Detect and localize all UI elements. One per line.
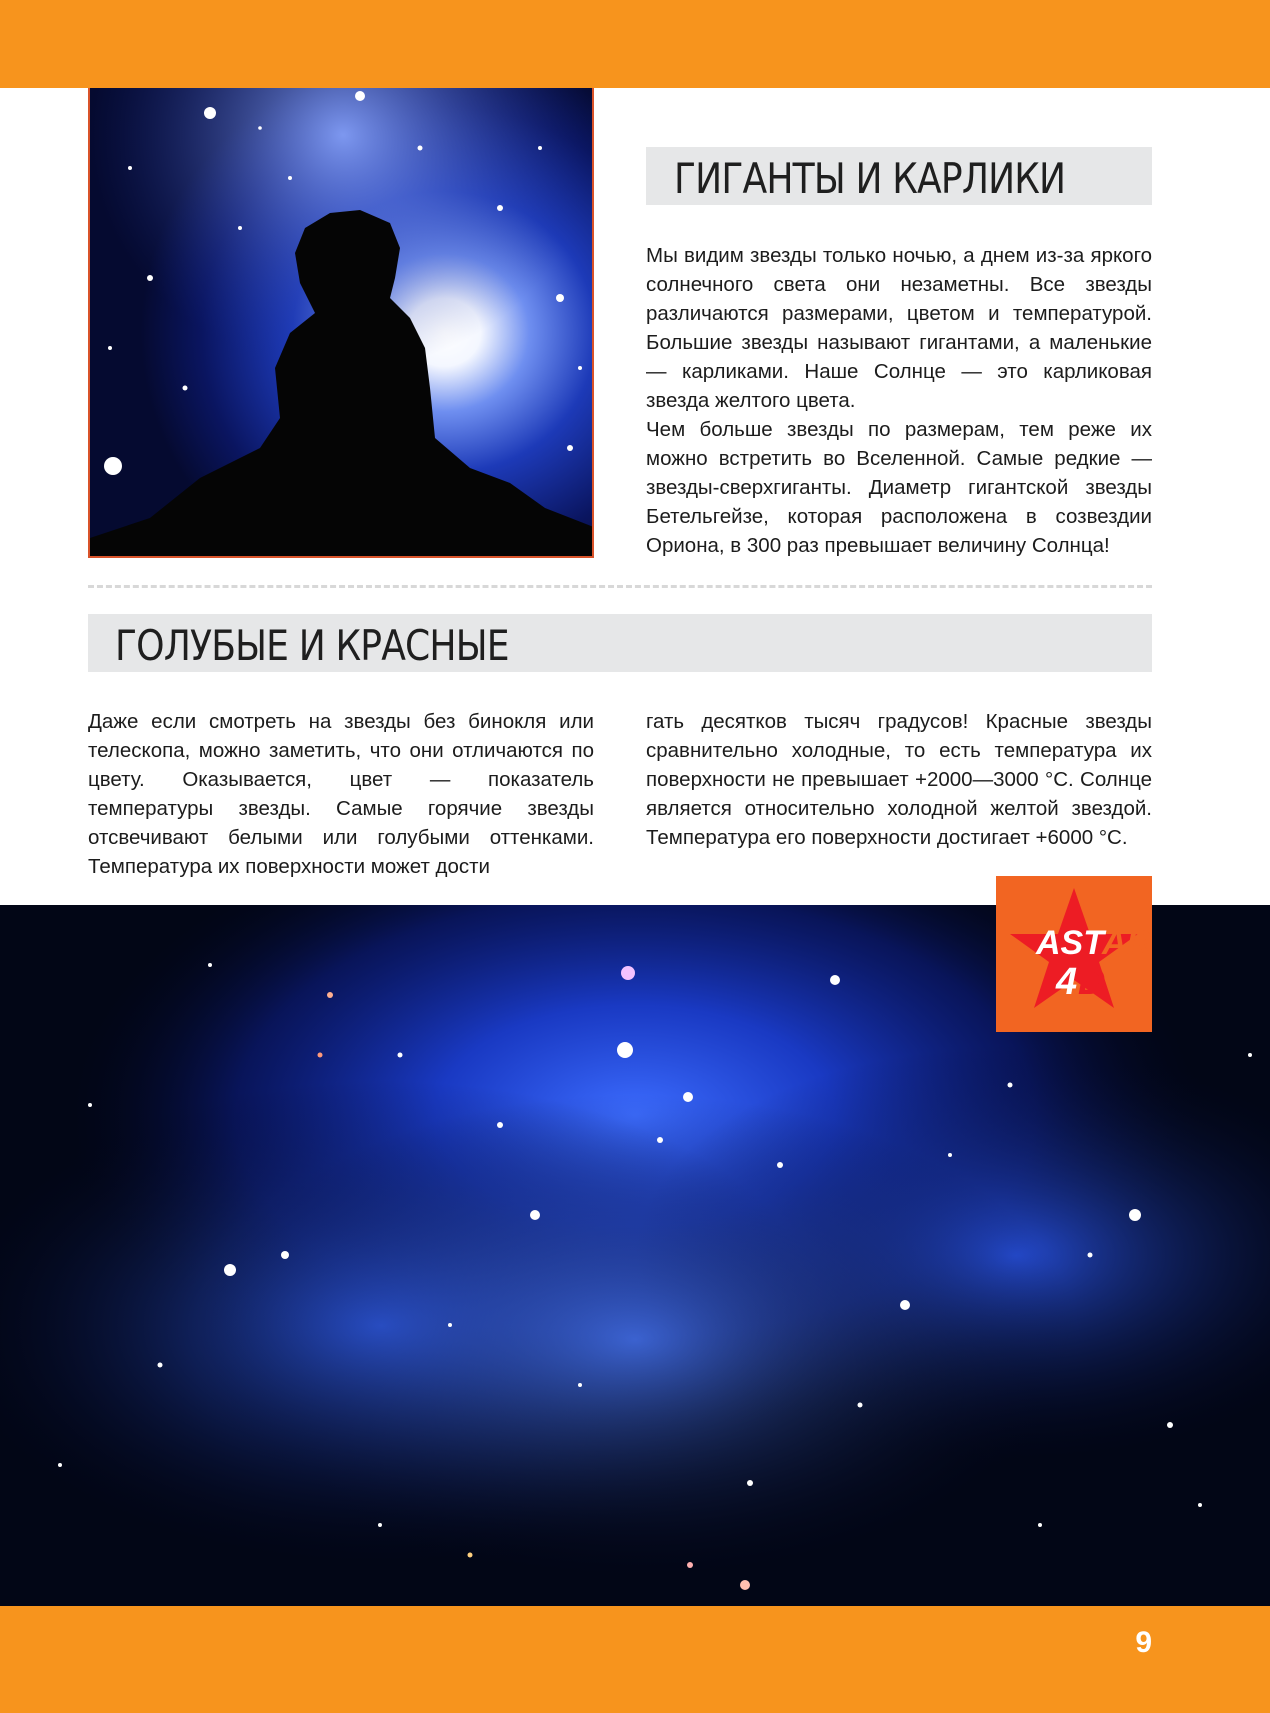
silhouette-starfield-image [90,88,594,558]
giants-paragraph-2: Чем больше звезды по размерам, тем реже их можно встретить во Вселенной. Самые редкие — звезды-сверхгиганты. Диаметр гигантской звезды Бетельгейзе, которая расположена в созвездии Ориона, в 300 раз превышает величину Солнца! [646,418,1152,557]
giants-heading: ГИГАНТЫ И КАРЛИКИ [674,154,1066,203]
colors-text-right: гать десятков тысяч градусов! Красные звезды сравнительно холодные, то есть температура их поверхности не превышает +2000—3000 °С. Солнце является относительно холодной желтой звездой. Температура его поверхности достигает +6000 °С. [646,710,1152,849]
giants-body [646,241,1152,560]
star-icon [996,876,1152,1032]
dashed-divider [88,585,1152,588]
colors-text-column-left [88,707,594,881]
logo-text-d: D [1078,961,1106,1003]
colors-text-column-right [646,707,1152,852]
bottom-orange-band [0,1606,1270,1713]
top-orange-band [0,0,1270,88]
colors-heading: ГОЛУБЫЕ И КРАСНЫЕ [115,621,509,670]
giants-heading-box [646,147,1152,205]
logo-text-4: 4 [1056,961,1078,1003]
logo-text-ast: AST [1036,924,1104,962]
silhouette-starfield-photo [88,88,594,558]
colors-text-left: Даже если смотреть на звезды без бинокля или телескопа, можно заметить, что они отличаются по цвету. Оказывается, цвет — показатель температуры звезды. Самые горячие звезды отсвечивают белыми или голубыми оттенками. Температура их поверхности может дости [88,710,594,878]
astar-4d-logo [996,876,1152,1032]
logo-text-ar: AR [1102,924,1152,962]
giants-paragraph-1: Мы видим звезды только ночью, а днем из-за яркого солнечного света они незаметны. Все звезды различаются размерами, цветом и температурой. Большие звезды называют гигантами, а маленькие — карликами. Наше Солнце — это карликовая звезда желтого цвета. [646,244,1152,412]
colors-heading-box [88,614,1152,672]
page-number: 9 [1135,1626,1152,1659]
